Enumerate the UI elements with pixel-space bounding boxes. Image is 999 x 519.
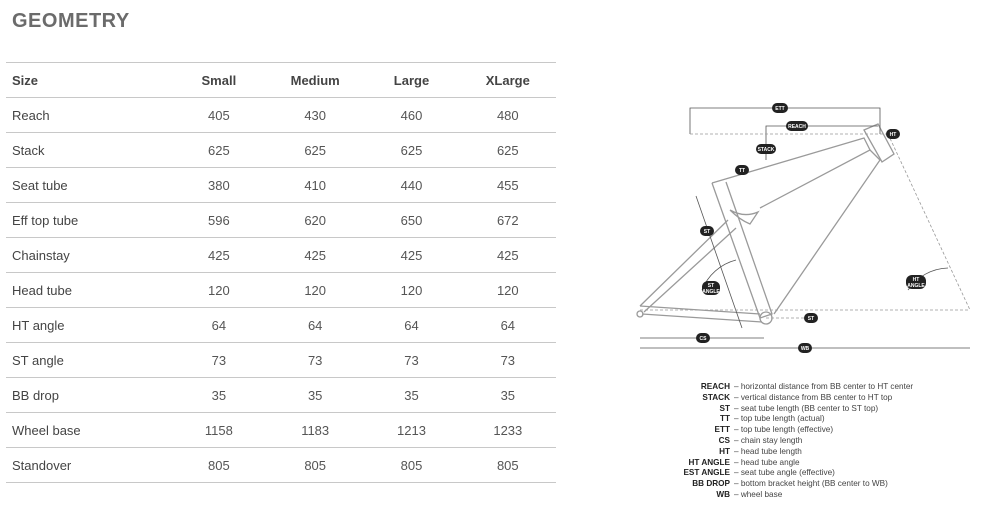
column-header-large: Large	[363, 63, 459, 98]
legend-key: BB DROP	[692, 479, 730, 489]
table-row	[6, 308, 556, 343]
tag-ht-angle	[906, 275, 926, 289]
tag-reach	[786, 121, 808, 131]
table-row	[6, 448, 556, 483]
table-cell: 805	[171, 448, 267, 483]
table-cell: 73	[363, 343, 459, 378]
table-cell: 73	[171, 343, 267, 378]
tag-st	[700, 226, 714, 236]
svg-text:ST: ST	[807, 316, 815, 322]
svg-text:ST: ST	[707, 283, 715, 289]
legend-item	[664, 458, 913, 469]
table-cell: 440	[363, 168, 459, 203]
table-cell: 620	[267, 203, 363, 238]
table-cell: 64	[460, 308, 556, 343]
svg-text:WB: WB	[800, 346, 810, 352]
table-cell: 625	[171, 133, 267, 168]
table-cell: 1183	[267, 413, 363, 448]
column-header-xlarge: XLarge	[460, 63, 556, 98]
column-header-medium: Medium	[267, 63, 363, 98]
table-cell: 120	[171, 273, 267, 308]
legend-item	[664, 436, 913, 447]
svg-text:STACK: STACK	[757, 147, 775, 153]
table-cell: 1158	[171, 413, 267, 448]
legend-description: – seat tube angle (effective)	[734, 468, 835, 478]
row-label: HT angle	[6, 308, 171, 343]
table-cell: 120	[363, 273, 459, 308]
svg-text:ST: ST	[703, 229, 711, 235]
table-cell: 35	[267, 378, 363, 413]
legend-key: ETT	[714, 425, 730, 435]
table-cell: 430	[267, 98, 363, 133]
legend-item	[664, 425, 913, 436]
tag-st-angle	[702, 281, 720, 295]
legend-key: EST ANGLE	[683, 468, 730, 478]
table-header-row	[6, 63, 556, 98]
table-row	[6, 168, 556, 203]
legend-item	[664, 382, 913, 393]
table-cell: 73	[267, 343, 363, 378]
row-label: Standover	[6, 448, 171, 483]
tag-wb	[798, 343, 812, 353]
bike-geometry-diagram	[632, 100, 977, 360]
row-label: Chainstay	[6, 238, 171, 273]
table-row	[6, 238, 556, 273]
table-cell: 425	[363, 238, 459, 273]
table-cell: 455	[460, 168, 556, 203]
tag-bb	[804, 313, 818, 323]
frame-top-tube	[712, 138, 870, 208]
row-label: Reach	[6, 98, 171, 133]
table-cell: 805	[267, 448, 363, 483]
page-title: GEOMETRY	[12, 10, 130, 32]
table-cell: 425	[267, 238, 363, 273]
legend-item	[664, 393, 913, 404]
row-label: Seat tube	[6, 168, 171, 203]
row-label: BB drop	[6, 378, 171, 413]
table-cell: 805	[363, 448, 459, 483]
svg-text:TT: TT	[738, 168, 746, 174]
legend-key: TT	[719, 414, 730, 424]
frame-down-tube	[774, 150, 880, 314]
svg-text:REACH: REACH	[788, 124, 806, 130]
table-row	[6, 413, 556, 448]
tag-cs	[696, 333, 710, 343]
table-cell: 425	[171, 238, 267, 273]
legend-key: CS	[718, 435, 730, 445]
table-cell: 480	[460, 98, 556, 133]
svg-text:HT: HT	[912, 277, 920, 283]
table-cell: 460	[363, 98, 459, 133]
legend-item	[664, 447, 913, 458]
legend-item	[664, 479, 913, 490]
frame-chainstay	[640, 306, 762, 322]
tag-stack	[756, 144, 776, 154]
st-line	[696, 196, 742, 328]
legend-key: ST	[719, 403, 730, 413]
table-cell: 64	[171, 308, 267, 343]
legend-description: – head tube angle	[734, 457, 800, 467]
legend-description: – vertical distance from BB center to HT top	[734, 392, 893, 402]
svg-text:CS: CS	[699, 336, 707, 342]
legend-key: STACK	[702, 392, 730, 402]
table-cell: 380	[171, 168, 267, 203]
table-body	[6, 98, 556, 483]
tag-ht	[886, 129, 900, 139]
row-label: Stack	[6, 133, 171, 168]
table-cell: 1213	[363, 413, 459, 448]
legend-item	[664, 414, 913, 425]
table-cell: 120	[460, 273, 556, 308]
legend-description: – seat tube length (BB center to ST top)	[734, 403, 879, 413]
table-cell: 625	[460, 133, 556, 168]
legend-key: HT ANGLE	[688, 457, 730, 467]
row-label: Wheel base	[6, 413, 171, 448]
legend-key: REACH	[700, 382, 730, 391]
steering-axis-line	[888, 134, 970, 310]
table-cell: 405	[171, 98, 267, 133]
table-cell: 672	[460, 203, 556, 238]
row-label: Head tube	[6, 273, 171, 308]
table-cell: 120	[267, 273, 363, 308]
table-row	[6, 203, 556, 238]
table-cell: 625	[267, 133, 363, 168]
geometry-table	[6, 62, 556, 483]
table-cell: 35	[460, 378, 556, 413]
table-row	[6, 273, 556, 308]
row-label: ST angle	[6, 343, 171, 378]
table-cell: 596	[171, 203, 267, 238]
table-cell: 35	[363, 378, 459, 413]
table-cell: 35	[171, 378, 267, 413]
legend-key: HT	[719, 446, 730, 456]
table-cell: 410	[267, 168, 363, 203]
tag-ett	[772, 103, 788, 113]
column-header-small: Small	[171, 63, 267, 98]
table-row	[6, 343, 556, 378]
svg-text:ETT: ETT	[775, 106, 785, 112]
tag-tt	[735, 165, 749, 175]
row-label: Eff top tube	[6, 203, 171, 238]
table-cell: 1233	[460, 413, 556, 448]
legend-item	[664, 404, 913, 415]
table-row	[6, 98, 556, 133]
svg-text:ANGLE: ANGLE	[907, 283, 925, 289]
legend-description: – horizontal distance from BB center to HT center	[734, 382, 914, 391]
legend-description: – wheel base	[734, 489, 783, 499]
svg-text:HT: HT	[889, 132, 897, 138]
table-cell: 73	[460, 343, 556, 378]
legend-description: – bottom bracket height (BB center to WB)	[734, 479, 888, 489]
table-cell: 650	[363, 203, 459, 238]
table-cell: 64	[267, 308, 363, 343]
geometry-legend	[664, 382, 913, 501]
table-row	[6, 133, 556, 168]
table-row	[6, 378, 556, 413]
legend-description: – top tube length (effective)	[734, 425, 834, 435]
table-cell: 805	[460, 448, 556, 483]
legend-item	[664, 468, 913, 479]
table-cell: 64	[363, 308, 459, 343]
legend-description: – chain stay length	[734, 435, 803, 445]
column-header-size: Size	[6, 63, 171, 98]
legend-description: – top tube length (actual)	[734, 414, 825, 424]
legend-description: – head tube length	[734, 446, 802, 456]
frame-gusset	[730, 210, 758, 224]
table-cell: 625	[363, 133, 459, 168]
table-cell: 425	[460, 238, 556, 273]
svg-text:ANGLE: ANGLE	[702, 289, 720, 295]
frame-seat-tube	[712, 182, 772, 318]
legend-item	[664, 490, 913, 501]
legend-key: WB	[716, 489, 730, 499]
